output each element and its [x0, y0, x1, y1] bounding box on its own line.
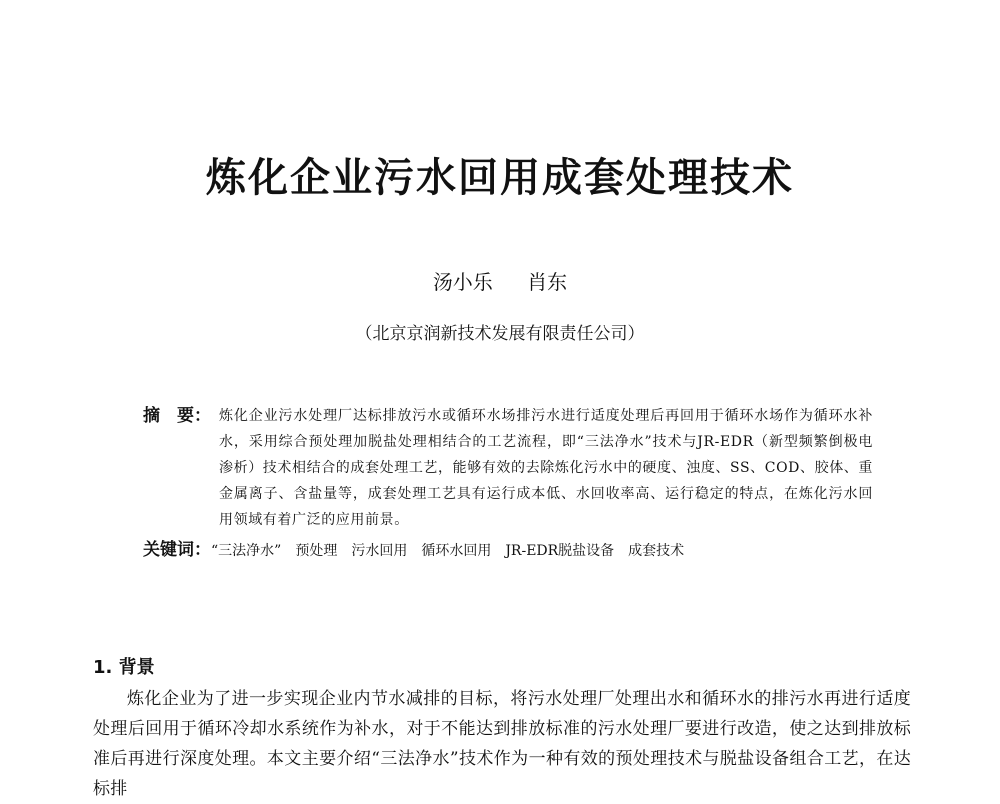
author-name: 汤小乐 — [432, 270, 493, 294]
keywords-label: 关键词： — [143, 540, 211, 560]
author-name: 肖东 — [527, 270, 568, 294]
abstract-label: 摘 要： — [143, 406, 211, 426]
section-body-text: 炼化企业为了进一步实现企业内节水减排的目标，将污水处理厂处理出水和循环水的排污水再进行适度处理后回用于循环冷却水系统作为补水，对于不能达到排放标准的污水处理厂要进行改造，使之达到排放标准后再进行深度处理。本文主要介绍“三法净水”技术作为一种有效的预处理技术与脱盐设备组合工艺，在达标排 — [93, 689, 911, 799]
section-heading: 1. 背景 — [93, 657, 155, 678]
author-list — [0, 268, 1000, 296]
affiliation: （北京京润新技术发展有限责任公司） — [355, 324, 645, 344]
abstract-block — [143, 403, 873, 533]
keywords-block — [143, 537, 873, 564]
paper-title: 炼化企业污水回用成套处理技术 — [206, 155, 794, 201]
keywords-text: “三法净水” 预处理 污水回用 循环水回用 JR-EDR脱盐设备 成套技术 — [211, 543, 685, 559]
abstract-text: 炼化企业污水处理厂达标排放污水或循环水场排污水进行适度处理后再回用于循环水场作为循环水补水，采用综合预处理加脱盐处理相结合的工艺流程，即“三法净水”技术与JR-EDR（新型频繁倒极电渗析）技术相结合的成套处理工艺，能够有效的去除炼化污水中的硬度、浊度、SS、COD、胶体、重金属离子、含盐量等，成套处理工艺具有运行成本低、水回收率高、运行稳定的特点，在炼化污水回用领域有着广泛的应用前景。 — [219, 408, 873, 528]
